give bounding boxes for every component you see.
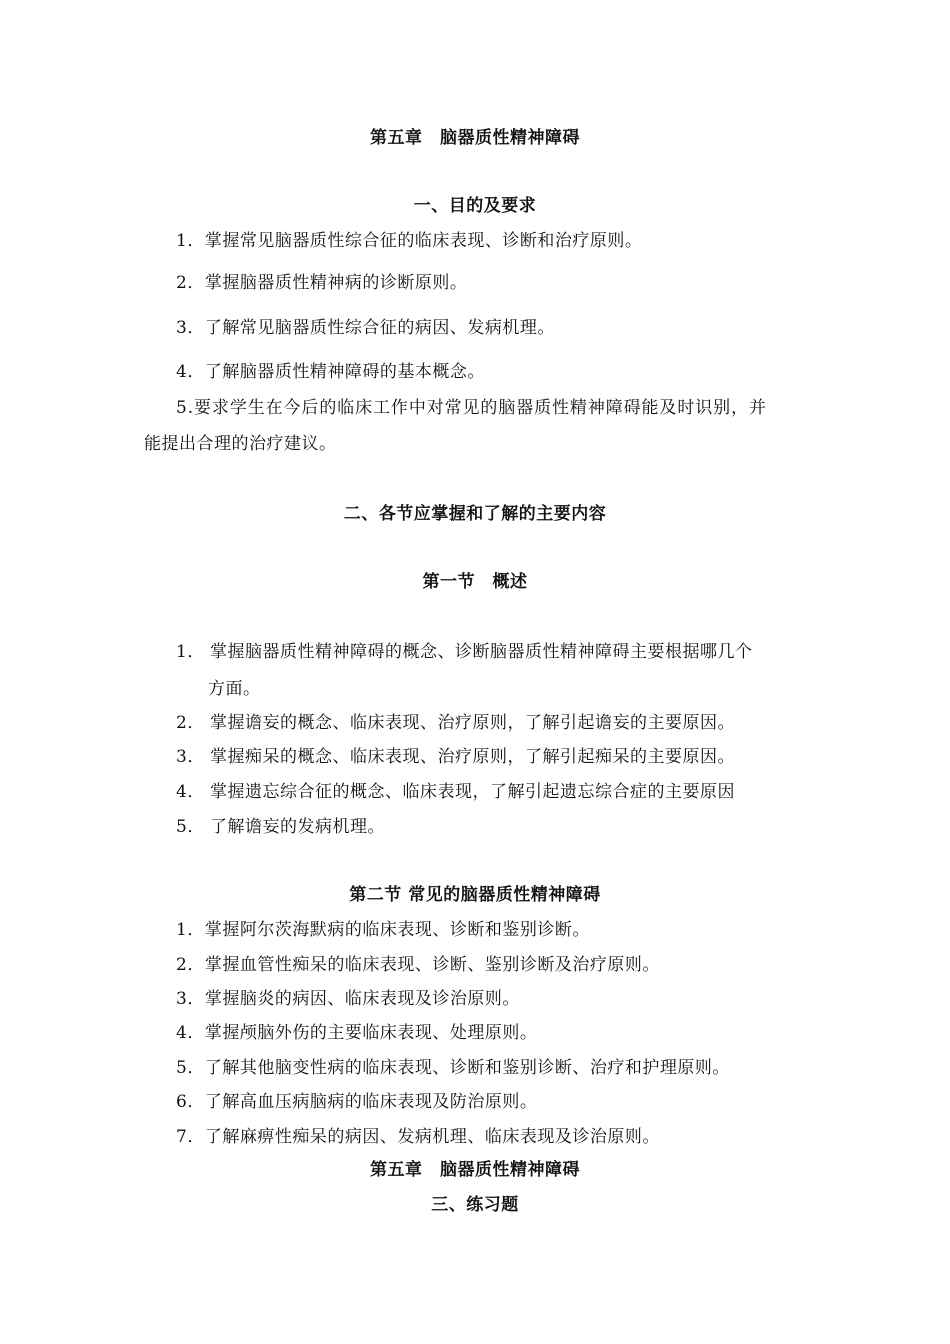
objective-item-continuation: 能提出合理的治疗建议。: [144, 434, 337, 454]
item-number: 1．: [176, 642, 205, 662]
overview-item: [176, 780, 735, 804]
item-text: 掌握痴呆的概念、临床表现、治疗原则，了解引起痴呆的主要原因。: [210, 747, 735, 767]
objective-item: 4．了解脑器质性精神障碍的基本概念。: [176, 362, 485, 382]
item-number: 3．: [176, 747, 205, 767]
item-number: 2．: [176, 713, 205, 733]
disorder-item: 4．掌握颅脑外伤的主要临床表现、处理原则。: [176, 1023, 538, 1043]
overview-item: [176, 745, 735, 769]
overview-item: [176, 711, 735, 735]
subsection-heading-overview: 第一节 概述: [422, 572, 528, 592]
subsection-heading-common-disorders: 第二节 常见的脑器质性精神障碍: [349, 885, 601, 905]
objective-item: 2．掌握脑器质性精神病的诊断原则。: [176, 273, 468, 293]
disorder-item: 1．掌握阿尔茨海默病的临床表现、诊断和鉴别诊断。: [176, 920, 590, 940]
footer-chapter-title: 第五章 脑器质性精神障碍: [370, 1160, 580, 1180]
item-text: 掌握遗忘综合征的概念、临床表现，了解引起遗忘综合症的主要原因: [210, 782, 735, 802]
disorder-item: 6．了解高血压病脑病的临床表现及防治原则。: [176, 1092, 538, 1112]
overview-item: [176, 815, 385, 839]
section-heading-exercises: 三、练习题: [431, 1195, 519, 1215]
overview-item-continuation: 方面。: [208, 679, 261, 699]
section-heading-objectives: 一、目的及要求: [413, 196, 537, 216]
overview-item: [176, 640, 753, 664]
section-heading-content: 二、各节应掌握和了解的主要内容: [343, 504, 607, 524]
chapter-title: 第五章 脑器质性精神障碍: [370, 128, 580, 148]
objective-item: 5.要求学生在今后的临床工作中对常见的脑器质性精神障碍能及时识别，并: [176, 398, 767, 418]
disorder-item: 5．了解其他脑变性病的临床表现、诊断和鉴别诊断、治疗和护理原则。: [176, 1058, 730, 1078]
item-number: 5．: [176, 817, 205, 837]
item-text: 掌握谵妄的概念、临床表现、治疗原则，了解引起谵妄的主要原因。: [210, 713, 735, 733]
disorder-item: 2．掌握血管性痴呆的临床表现、诊断、鉴别诊断及治疗原则。: [176, 955, 660, 975]
disorder-item: 3．掌握脑炎的病因、临床表现及诊治原则。: [176, 989, 520, 1009]
item-text: 掌握脑器质性精神障碍的概念、诊断脑器质性精神障碍主要根据哪几个: [210, 642, 753, 662]
item-number: 4．: [176, 782, 205, 802]
disorder-item: 7．了解麻痹性痴呆的病因、发病机理、临床表现及诊治原则。: [176, 1127, 660, 1147]
objective-item: 1．掌握常见脑器质性综合征的临床表现、诊断和治疗原则。: [176, 231, 643, 251]
objective-item: 3．了解常见脑器质性综合征的病因、发病机理。: [176, 318, 555, 338]
item-text: 了解谵妄的发病机理。: [210, 817, 385, 837]
